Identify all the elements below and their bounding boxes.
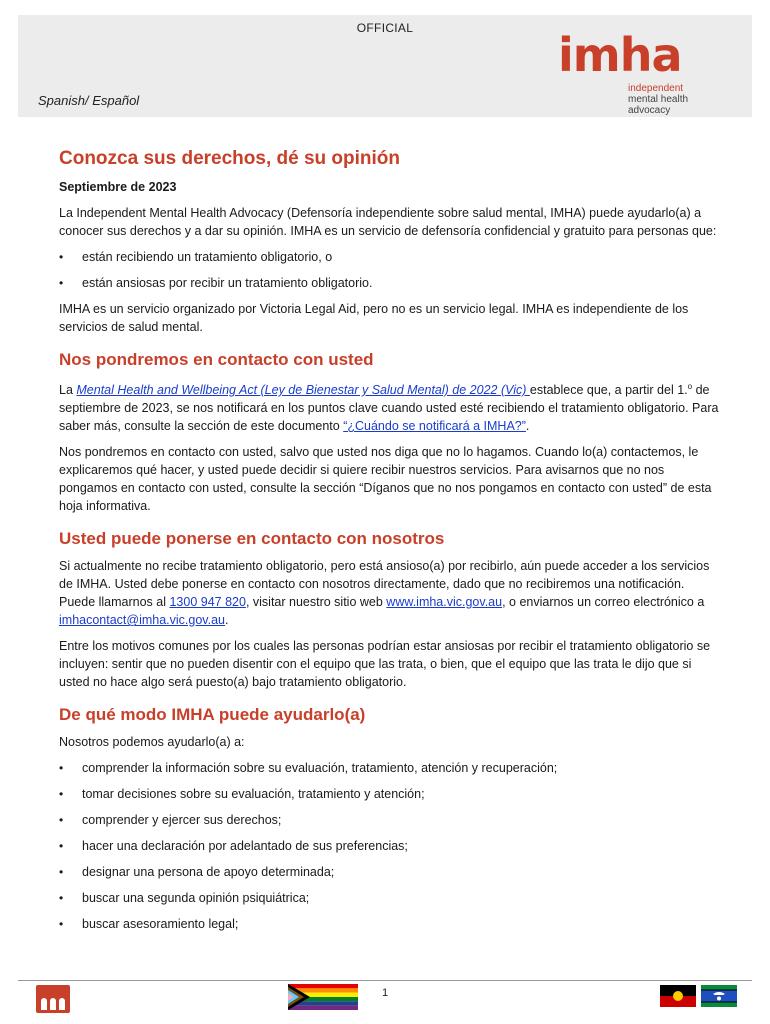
list-item: • designar una persona de apoyo determinada; xyxy=(59,863,719,881)
help-list xyxy=(59,759,719,933)
footer-divider xyxy=(18,980,752,981)
section-heading-contact-you: Nos pondremos en contacto con usted xyxy=(59,350,374,369)
document-date: Septiembre de 2023 xyxy=(59,180,177,194)
logo-line: advocacy xyxy=(628,105,671,116)
header-banner xyxy=(18,15,752,117)
imha-logo xyxy=(558,28,748,116)
logo-line: mental health xyxy=(628,94,689,105)
classification-label: OFFICIAL xyxy=(356,21,414,35)
email-link[interactable]: imhacontact@imha.vic.gov.au xyxy=(59,613,226,628)
list-item: • comprender la información sobre su evaluación, tratamiento, atención y recuperación; xyxy=(59,759,719,777)
aboriginal-flag-icon xyxy=(660,985,696,1007)
list-item: • están ansiosas por recibir un tratamiento obligatorio. xyxy=(59,274,719,292)
language-label: Spanish/ Español xyxy=(38,93,140,108)
logo-line: independent xyxy=(628,83,684,94)
section1-paragraph-1: La Mental Health and Wellbeing Act (Ley de Bienestar y Salud Mental) de 2022 (Vic) establece que, a partir del 1.$^o$ de septiembre de 2023, se nos notificará en los puntos clave cuando usted esté recibiendo el tratamiento obligatorio. Para saber más, consulte la sección de este documento “¿Cuándo se notificará a IMHA?”. xyxy=(59,382,719,434)
section3-intro: Nosotros podemos ayudarlo(a) a: xyxy=(59,735,245,750)
list-item: • tomar decisiones sobre su evaluación, tratamiento y atención; xyxy=(59,785,719,803)
list-item: • comprender y ejercer sus derechos; xyxy=(59,811,719,829)
document-body xyxy=(59,148,719,941)
act-link[interactable]: Mental Health and Wellbeing Act (Ley de Bienestar y Salud Mental) de 2022 (Vic) xyxy=(76,383,530,398)
section-heading-how-help: De qué modo IMHA puede ayudarlo(a) xyxy=(59,705,366,725)
notification-section-link[interactable]: “¿Cuándo se notificará a IMHA?” xyxy=(343,419,526,434)
section-heading-contact-us: Usted puede ponerse en contacto con nosotros xyxy=(59,529,445,549)
list-item: • buscar asesoramiento legal; xyxy=(59,915,719,933)
list-item: • hacer una declaración por adelantado de sus preferencias; xyxy=(59,837,719,855)
list-item: • están recibiendo un tratamiento obligatorio, o xyxy=(59,248,719,266)
intro-list xyxy=(59,248,719,292)
list-item: • buscar una segunda opinión psiquiátrica; xyxy=(59,889,719,907)
phone-link[interactable]: 1300 947 820 xyxy=(169,595,246,610)
section2-paragraph-1: Si actualmente no recibe tratamiento obligatorio, pero está ansioso(a) por recibirlo, aún puede acceder a los servicios de IMHA. Usted debe ponerse en contacto con nosotros directamente, dado que no recibiremos una notificación. Puede llamarnos al 1300 947 820, visitar nuestro sitio web www.imha.vic.gov.au, o enviarnos un correo electrónico a imhacontact@imha.vic.gov.au. xyxy=(59,559,710,628)
page-number: 1 xyxy=(381,987,389,999)
torres-strait-islander-flag-icon xyxy=(701,985,737,1007)
section1-paragraph-2: Nos pondremos en contacto con usted, salvo que usted nos diga que no lo hagamos. Cuando lo(a) contactemos, le explicaremos qué hacer, y usted puede decidir si quiere recibir nuestros servicios. Para avisarnos que no nos pongamos en contacto con usted, consulte la sección “Díganos que no nos pongamos en contacto con usted” de esta hoja informativa. xyxy=(59,445,712,514)
website-link[interactable]: www.imha.vic.gov.au xyxy=(386,595,503,610)
page-title: Conozca sus derechos, dé su opinión xyxy=(59,148,400,169)
section2-paragraph-2: Entre los motivos comunes por los cuales las personas podrían estar ansiosas por recibir el tratamiento obligatorio se incluyen: sentir que no pueden disentir con el equipo que las trata, o bien, que el equipo que las trata le dijo que si usted no hace algo será puesto(a) bajo tratamiento obligatorio. xyxy=(59,639,711,690)
intro-paragraph: La Independent Mental Health Advocacy (Defensoría independiente sobre salud mental, IMHA) puede ayudarlo(a) a conocer sus derechos y a dar su opinión. IMHA es un servicio de defensoría confidencial y gratuito para personas que: xyxy=(59,206,717,238)
logo-tagline xyxy=(628,83,688,116)
logo-wordmark: imha xyxy=(558,28,682,82)
intro-paragraph-2: IMHA es un servicio organizado por Victoria Legal Aid, pero no es un servicio legal. IMHA es independiente de los servicios de salud mental. xyxy=(59,302,689,334)
